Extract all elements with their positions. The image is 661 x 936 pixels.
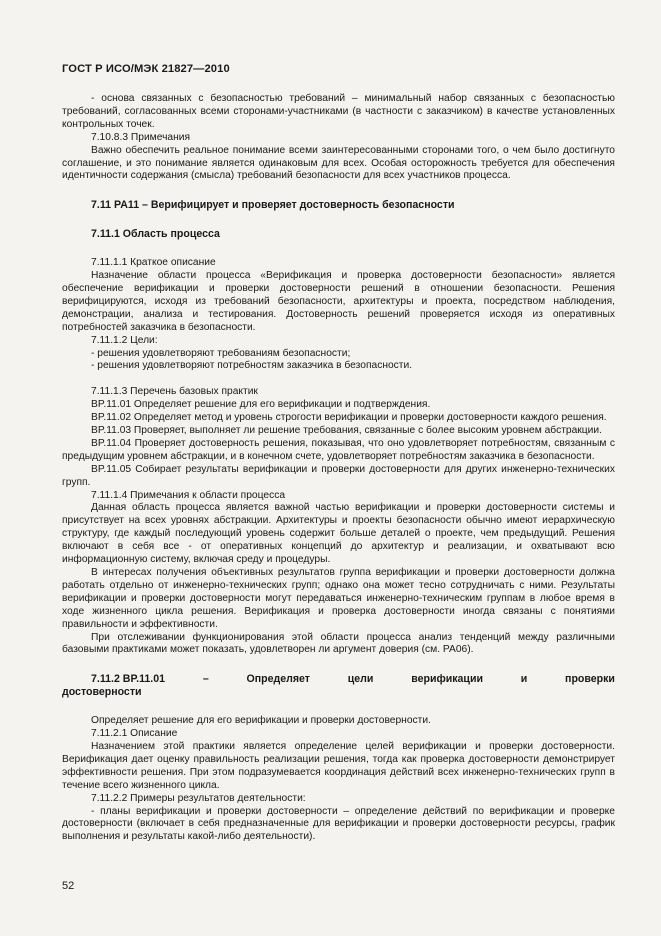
practice-item: BP.11.03 Проверяет, выполняет ли решение требования, связанные с более высоким уровнем абстракции. xyxy=(91,425,602,437)
paragraph: - основа связанных с безопасностью требований – минимальный набор связанных с безопасностью требований, согласованных всеми сторонами-участниками (в частности с заказчиком) в качестве установленных контрольных точек. xyxy=(62,93,615,130)
page-number: 52 xyxy=(62,880,75,892)
heading-part: верификации xyxy=(411,673,483,686)
paragraph: При отслеживании функционирования этой области процесса анализ тенденций между различными базовыми практиками может показать, удовлетворен ли аргумент доверия (см. PA06). xyxy=(62,631,615,656)
subsection-title: 7.11.1.2 Цели: xyxy=(91,334,158,346)
section-heading: 7.11.1 Область процесса xyxy=(91,228,220,241)
subsection-title: 7.10.8.3 Примечания xyxy=(91,131,191,143)
paragraph: Важно обеспечить реальное понимание всеми заинтересованными сторонами того, о чем было достигнуто соглашение, и это понимание является одинаковым для всех. Особая осторожность требуется для обеспечения идентичности содержания (смысла) требований безопасности для всех участников процесса. xyxy=(62,144,615,182)
paragraph: Назначение области процесса «Верификация и проверка достоверности безопасности» является обеспечение верификации и проверки достоверности решений в отношении безопасности. Решения верифицируются, исходя из требований безопасности, архитектуры и проекта, посредством наблюдения, демонстрации, анализа и тестирования. Достоверность решений проверяется исходя из оперативных потребностей заказчика в безопасности. xyxy=(62,270,615,333)
practice-heading-continuation: достоверности xyxy=(62,686,142,699)
subsection-title: 7.11.1.1 Краткое описание xyxy=(91,257,216,269)
paragraph: В интересах получения объективных результатов группа верификации и проверки достоверности должна работать отдельно от инженерно-технических групп; однако она может тесно сотрудничать с ними. Результаты верификации и проверки достоверности могут передаваться инженерно-техническим группам в любое время в ходе жизненного цикла решения. Верификация и проверка достоверности иногда связаны с понятиями правильности и эффективности. xyxy=(62,567,615,630)
practice-item: BP.11.04 Проверяет достоверность решения, показывая, что оно удовлетворяет потребностям, связанным с предыдущим уровнем абстракции, и в конечном счете, удовлетворяет потребностям заказчика в безопасности. xyxy=(62,437,615,462)
subsection-title: 7.11.1.3 Перечень базовых практик xyxy=(91,386,258,398)
heading-part: цели xyxy=(347,673,374,686)
heading-part: Определяет xyxy=(246,673,310,686)
paragraph: Данная область процесса является важной частью верификации и проверки достоверности системы и присутствует на всех уровнях абстракции. Архитектуры и проекты безопасности обычно имеют иерархическую структуру, где каждый последующий уровень содержит больше деталей о проекте, чем предыдущий. Решения включают в себя все - от оперативных концепций до архитектур и реализации, и охватывают всю информационную систему, включая среду и процедуры. xyxy=(62,502,615,566)
subsection-title: 7.11.1.4 Примечания к области процесса xyxy=(91,489,286,501)
paragraph: Назначением этой практики является определение целей верификации и проверки достоверности. Верификация дает оценку правильность реализации решения, тогда как проверка достоверности демонстрирует эффективности решения. При этом подразумевается координация действий всех инженерно-технических групп в течение всего жизненного цикла. xyxy=(62,740,615,791)
practice-heading xyxy=(62,673,615,686)
document-header: ГОСТ Р ИСО/МЭК 21827—2010 xyxy=(62,63,230,75)
subsection-title: 7.11.2.1 Описание xyxy=(91,728,178,740)
heading-part: и xyxy=(520,673,528,686)
practice-item: BP.11.05 Собирает результаты верификации и проверки достоверности для других инженерно-технических групп. xyxy=(62,463,615,488)
heading-part: – xyxy=(202,673,209,686)
section-heading: 7.11 PA11 – Верифицирует и проверяет достоверность безопасности xyxy=(91,199,455,212)
document-body xyxy=(62,93,615,844)
list-item: - планы верификации и проверки достоверности – определение действий по верификации и проверке достоверности (включает в себя предназначенные для верификации и проверки достоверности ресурсы, график выполнения и результаты какой-либо деятельности). xyxy=(62,805,615,843)
subsection-title: 7.11.2.2 Примеры результатов деятельности: xyxy=(91,792,306,804)
heading-part: 7.11.2 BP.11.01 xyxy=(91,673,166,686)
heading-part: проверки xyxy=(565,673,615,686)
practice-item: BP.11.01 Определяет решение для его верификации и подтверждения. xyxy=(91,399,431,411)
practice-item: BP.11.02 Определяет метод и уровень строгости верификации и проверки достоверности каждого решения. xyxy=(91,412,607,424)
list-item: - решения удовлетворяют потребностям заказчика в безопасности. xyxy=(91,360,413,372)
list-item: - решения удовлетворяют требованиям безопасности; xyxy=(91,347,351,359)
paragraph: Определяет решение для его верификации и проверки достоверности. xyxy=(91,715,431,727)
